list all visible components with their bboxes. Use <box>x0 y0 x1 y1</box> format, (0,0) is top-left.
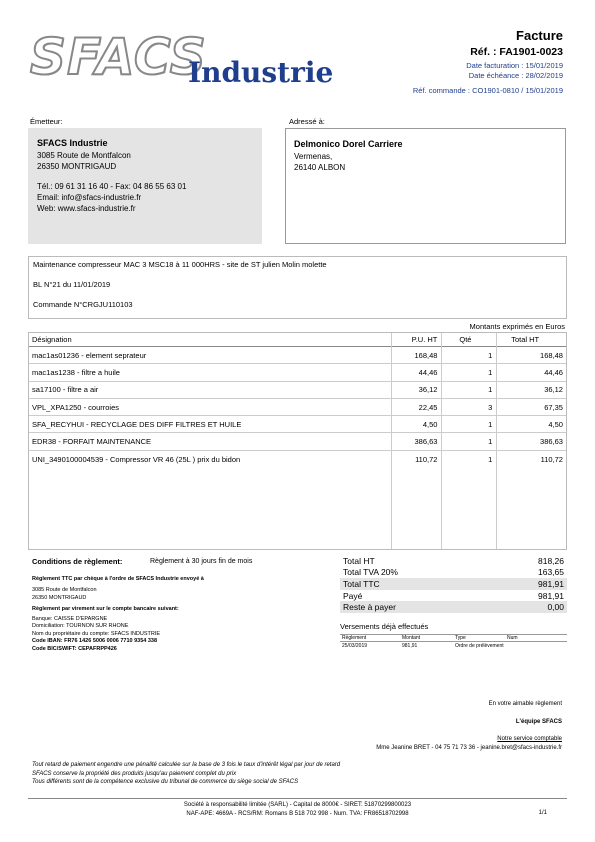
vr-type: Ordre de prélèvement <box>455 643 504 649</box>
col-pu: P.U. HT <box>411 335 438 344</box>
total-value: 818,26 <box>538 555 564 566</box>
bic: Code BIC/SWIFT: CEPAFRPP426 <box>32 645 117 652</box>
table-row <box>29 416 566 433</box>
row-qte: 3 <box>488 402 493 412</box>
row-total: 386,63 <box>540 437 563 447</box>
total-row <box>340 555 567 567</box>
montants-note: Montants exprimés en Euros <box>469 322 565 331</box>
row-designation: SFA_RECYHUI - RECYCLAGE DES DIFF FILTRES ET HUILE <box>32 419 242 429</box>
invoice-title: Facture <box>516 28 563 43</box>
row-qte: 1 <box>488 350 493 360</box>
row-qte: 1 <box>488 385 493 395</box>
row-pu: 44,46 <box>418 367 438 377</box>
emetteur-name: SFACS Industrie <box>37 138 108 148</box>
destinataire-name: Delmonico Dorel Carriere <box>294 139 403 149</box>
date-facturation: Date facturation : 15/01/2019 <box>466 61 563 70</box>
row-pu: 386,63 <box>414 437 438 447</box>
row-total: 110,72 <box>540 454 563 464</box>
banque: Banque: CAISSE D'EPARGNE <box>32 615 108 622</box>
versements-box <box>340 622 567 649</box>
virement-title: Règlement par virement sur le compte bancaire suivant: <box>32 606 179 612</box>
emetteur-address1: 3085 Route de Montfalcon <box>37 151 131 160</box>
footer-line1: Société à responsabilité limitée (SARL) - Capital de 8000€ - SIRET: 51870299800023 <box>183 802 412 808</box>
iban: Code IBAN: FR76 1426 5006 0006 7710 9354 338 <box>32 638 158 644</box>
info-line3: Commande N°CRGJU110103 <box>33 300 133 309</box>
total-label: Reste à payer <box>343 602 396 613</box>
total-row <box>340 578 567 590</box>
cheque-address2: 26350 MONTRIGAUD <box>32 594 87 601</box>
total-row <box>340 601 567 613</box>
row-pu: 36,12 <box>418 385 438 395</box>
row-total: 168,48 <box>540 350 563 360</box>
table-row <box>29 382 566 399</box>
row-qte: 1 <box>488 454 493 464</box>
versements-title: Versements déjà effectués <box>340 622 429 631</box>
contact: Mme Jeanine BRET - 04 75 71 73 36 - jeanine.bret@sfacs-industrie.fr <box>376 745 562 751</box>
logo-sub: Industrie <box>188 56 334 89</box>
row-total: 67,35 <box>544 402 563 412</box>
row-total: 44,46 <box>544 367 563 377</box>
row-designation: mac1as01236 - element seprateur <box>32 350 147 360</box>
company-logo <box>30 28 334 98</box>
versements-header <box>340 634 567 642</box>
versement-row <box>340 643 567 649</box>
payment-conditions <box>32 558 332 653</box>
invoice-ref: Réf. : FA1901-0023 <box>470 46 563 58</box>
row-qte: 1 <box>488 437 493 447</box>
logo-brand: SFACS <box>30 28 207 86</box>
vh-montant: Montant <box>402 635 421 641</box>
table-row <box>29 451 566 468</box>
proprietaire: Nom du propriétaire du compte: SFACS INDUSTRIE <box>32 630 161 637</box>
vh-num: Num <box>507 635 518 641</box>
emetteur-web: Web: www.sfacs-industrie.fr <box>37 204 136 213</box>
legal-line2: SFACS conserve la propriété des produits jusqu'au paiement complet du prix <box>32 770 237 777</box>
vr-reglement: 25/03/2019 <box>342 643 368 649</box>
conditions-label: Conditions de règlement: <box>32 557 123 566</box>
lines-table <box>28 332 567 550</box>
row-pu: 110,72 <box>415 454 438 464</box>
info-line2: BL N°21 du 11/01/2019 <box>33 280 111 289</box>
info-line1: Maintenance compresseur MAC 3 MSC18 à 11 000HRS - site de ST julien Molin molette <box>33 260 327 269</box>
col-total: Total HT <box>511 335 540 344</box>
ref-commande: Réf. commande : CO1901-0810 / 15/01/2019 <box>412 86 563 95</box>
total-label: Payé <box>343 590 363 601</box>
destinataire-box <box>285 128 566 244</box>
emetteur-email: Email: info@sfacs-industrie.fr <box>37 193 142 202</box>
row-designation: EDR38 - FORFAIT MAINTENANCE <box>32 437 152 447</box>
destinataire-address2: 26140 ALBON <box>294 163 346 172</box>
row-designation: mac1as1238 - filtre a huile <box>32 367 120 377</box>
table-header <box>29 333 566 347</box>
emetteur-box <box>28 128 262 244</box>
vh-reglement: Règlement <box>342 635 367 641</box>
table-row <box>29 347 566 364</box>
footer <box>0 801 595 818</box>
destinataire-address1: Vermenas, <box>294 152 333 161</box>
total-value: 163,65 <box>538 567 564 578</box>
total-label: Total TTC <box>343 578 380 589</box>
total-value: 981,91 <box>538 578 564 589</box>
row-designation: UNI_3490100004539 - Compressor VR 46 (25L ) prix du bidon <box>32 454 241 464</box>
total-row <box>340 567 567 579</box>
col-qte: Qté <box>459 335 472 344</box>
row-designation: VPL_XPA1250 - courroies <box>32 402 119 412</box>
table-row <box>29 399 566 416</box>
total-row <box>340 590 567 602</box>
vr-montant: 981,91 <box>402 643 418 649</box>
date-echeance: Date échéance : 28/02/2019 <box>468 71 563 80</box>
vh-type: Type <box>455 635 466 641</box>
row-pu: 4,50 <box>422 419 438 429</box>
col-designation: Désignation <box>32 335 72 344</box>
row-qte: 1 <box>488 419 493 429</box>
emetteur-address2: 26350 MONTRIGAUD <box>37 162 117 171</box>
legal-line1: Tout retard de paiement engendre une pénalité calculée sur la base de 3 fois le taux d'intérêt légal par jour de retard <box>32 762 341 768</box>
salutation: En votre aimable règlement <box>488 701 562 707</box>
legal-line3: Tous différents sont de la compétence exclusive du tribunal de commerce du siège social de SFACS <box>32 779 299 785</box>
table-row <box>29 433 566 450</box>
total-label: Total TVA 20% <box>343 567 398 578</box>
total-value: 0,00 <box>547 602 564 613</box>
row-pu: 168,48 <box>414 350 438 360</box>
footer-divider <box>28 798 567 799</box>
signature: L'équipe SFACS <box>515 719 562 725</box>
vr-num <box>507 643 557 649</box>
legal-mentions <box>32 761 340 787</box>
cheque-title: Règlement TTC par chèque à l'ordre de SFACS Industrie envoyé à <box>32 575 204 582</box>
total-value: 981,91 <box>538 590 564 601</box>
row-designation: sa17100 - filtre a air <box>32 385 99 395</box>
total-label: Total HT <box>343 555 375 566</box>
row-total: 36,12 <box>544 385 563 395</box>
table-row <box>29 364 566 381</box>
row-pu: 22,45 <box>418 402 438 412</box>
emetteur-tel: Tél.: 09 61 31 16 40 - Fax: 04 86 55 63 01 <box>37 182 187 191</box>
row-qte: 1 <box>488 367 493 377</box>
invoice-header <box>413 28 563 96</box>
conditions-value: Règlement à 30 jours fin de mois <box>150 558 253 565</box>
row-total: 4,50 <box>548 419 563 429</box>
footer-line2: NAF-APE: 4669A - RCS/RM: Romans B 518 702 998 - Num. TVA: FR86518702998 <box>186 810 409 817</box>
totals-box <box>340 555 567 613</box>
destinataire-label: Adressé à: <box>289 117 325 126</box>
emetteur-label: Émetteur: <box>30 117 63 126</box>
domiciliation: Domiciliation: TOURNON SUR RHONE <box>32 623 129 629</box>
page-number: 1/1 <box>538 810 547 816</box>
cheque-address1: 3085 Route de Montfalcon <box>32 587 97 593</box>
service: Notre service comptable <box>497 736 562 742</box>
info-box <box>28 256 567 319</box>
